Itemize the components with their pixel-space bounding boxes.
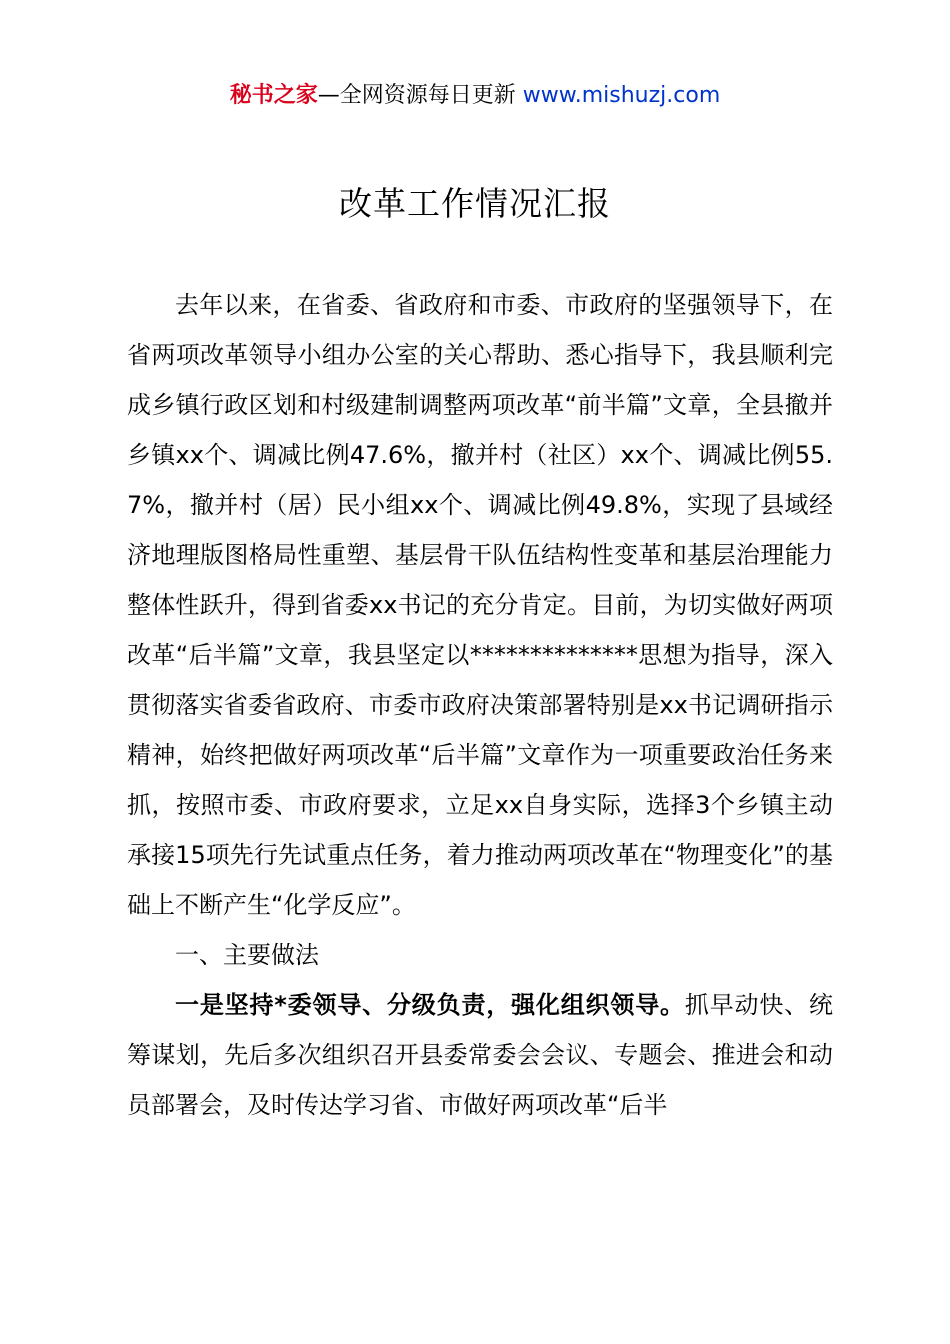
site-url-link[interactable]: www.mishuzj.com — [522, 83, 721, 108]
site-header — [0, 80, 950, 112]
document-title: 改革工作情况汇报 — [339, 184, 611, 223]
point-paragraph — [127, 980, 833, 1130]
point-text: 抓早动快、统筹谋划，先后多次组织召开县委常委会会议、专题会、推进会和动员部署会，及时传达学习省、市做好两项改革“后半 — [127, 991, 833, 1119]
point-lead: 一是坚持*委领导、分级负责，强化组织领导。 — [175, 991, 685, 1019]
section-heading: 一、主要做法 — [175, 941, 319, 969]
intro-paragraph: 去年以来，在省委、省政府和市委、市政府的坚强领导下，在省两项改革领导小组办公室的关心帮助、悉心指导下，我县顺利完成乡镇行政区划和村级建制调整两项改革“前半篇”文章，全县撤并乡镇xx个、调减比例47.6%，撤并村（社区）xx个、调减比例55.7%，撤并村（居）民小组xx个、调减比例49.8%，实现了县域经济地理版图格局性重塑、基层骨干队伍结构性变革和基层治理能力整体性跃升，得到省委xx书记的充分肯定。目前，为切实做好两项改革“后半篇”文章，我县坚定以**************思想为指导，深入贯彻落实省委省政府、市委市政府决策部署特别是xx书记调研指示精神，始终把做好两项改革“后半篇”文章作为一项重要政治任务来抓，按照市委、市政府要求，立足xx自身实际，选择3个乡镇主动承接15项先行先试重点任务，着力推动两项改革在“物理变化”的基础上不断产生“化学反应”。 — [127, 291, 833, 919]
document-body — [127, 280, 833, 1130]
brand-name: 秘书之家 — [229, 83, 318, 108]
header-tagline: —全网资源每日更新 — [317, 83, 523, 108]
